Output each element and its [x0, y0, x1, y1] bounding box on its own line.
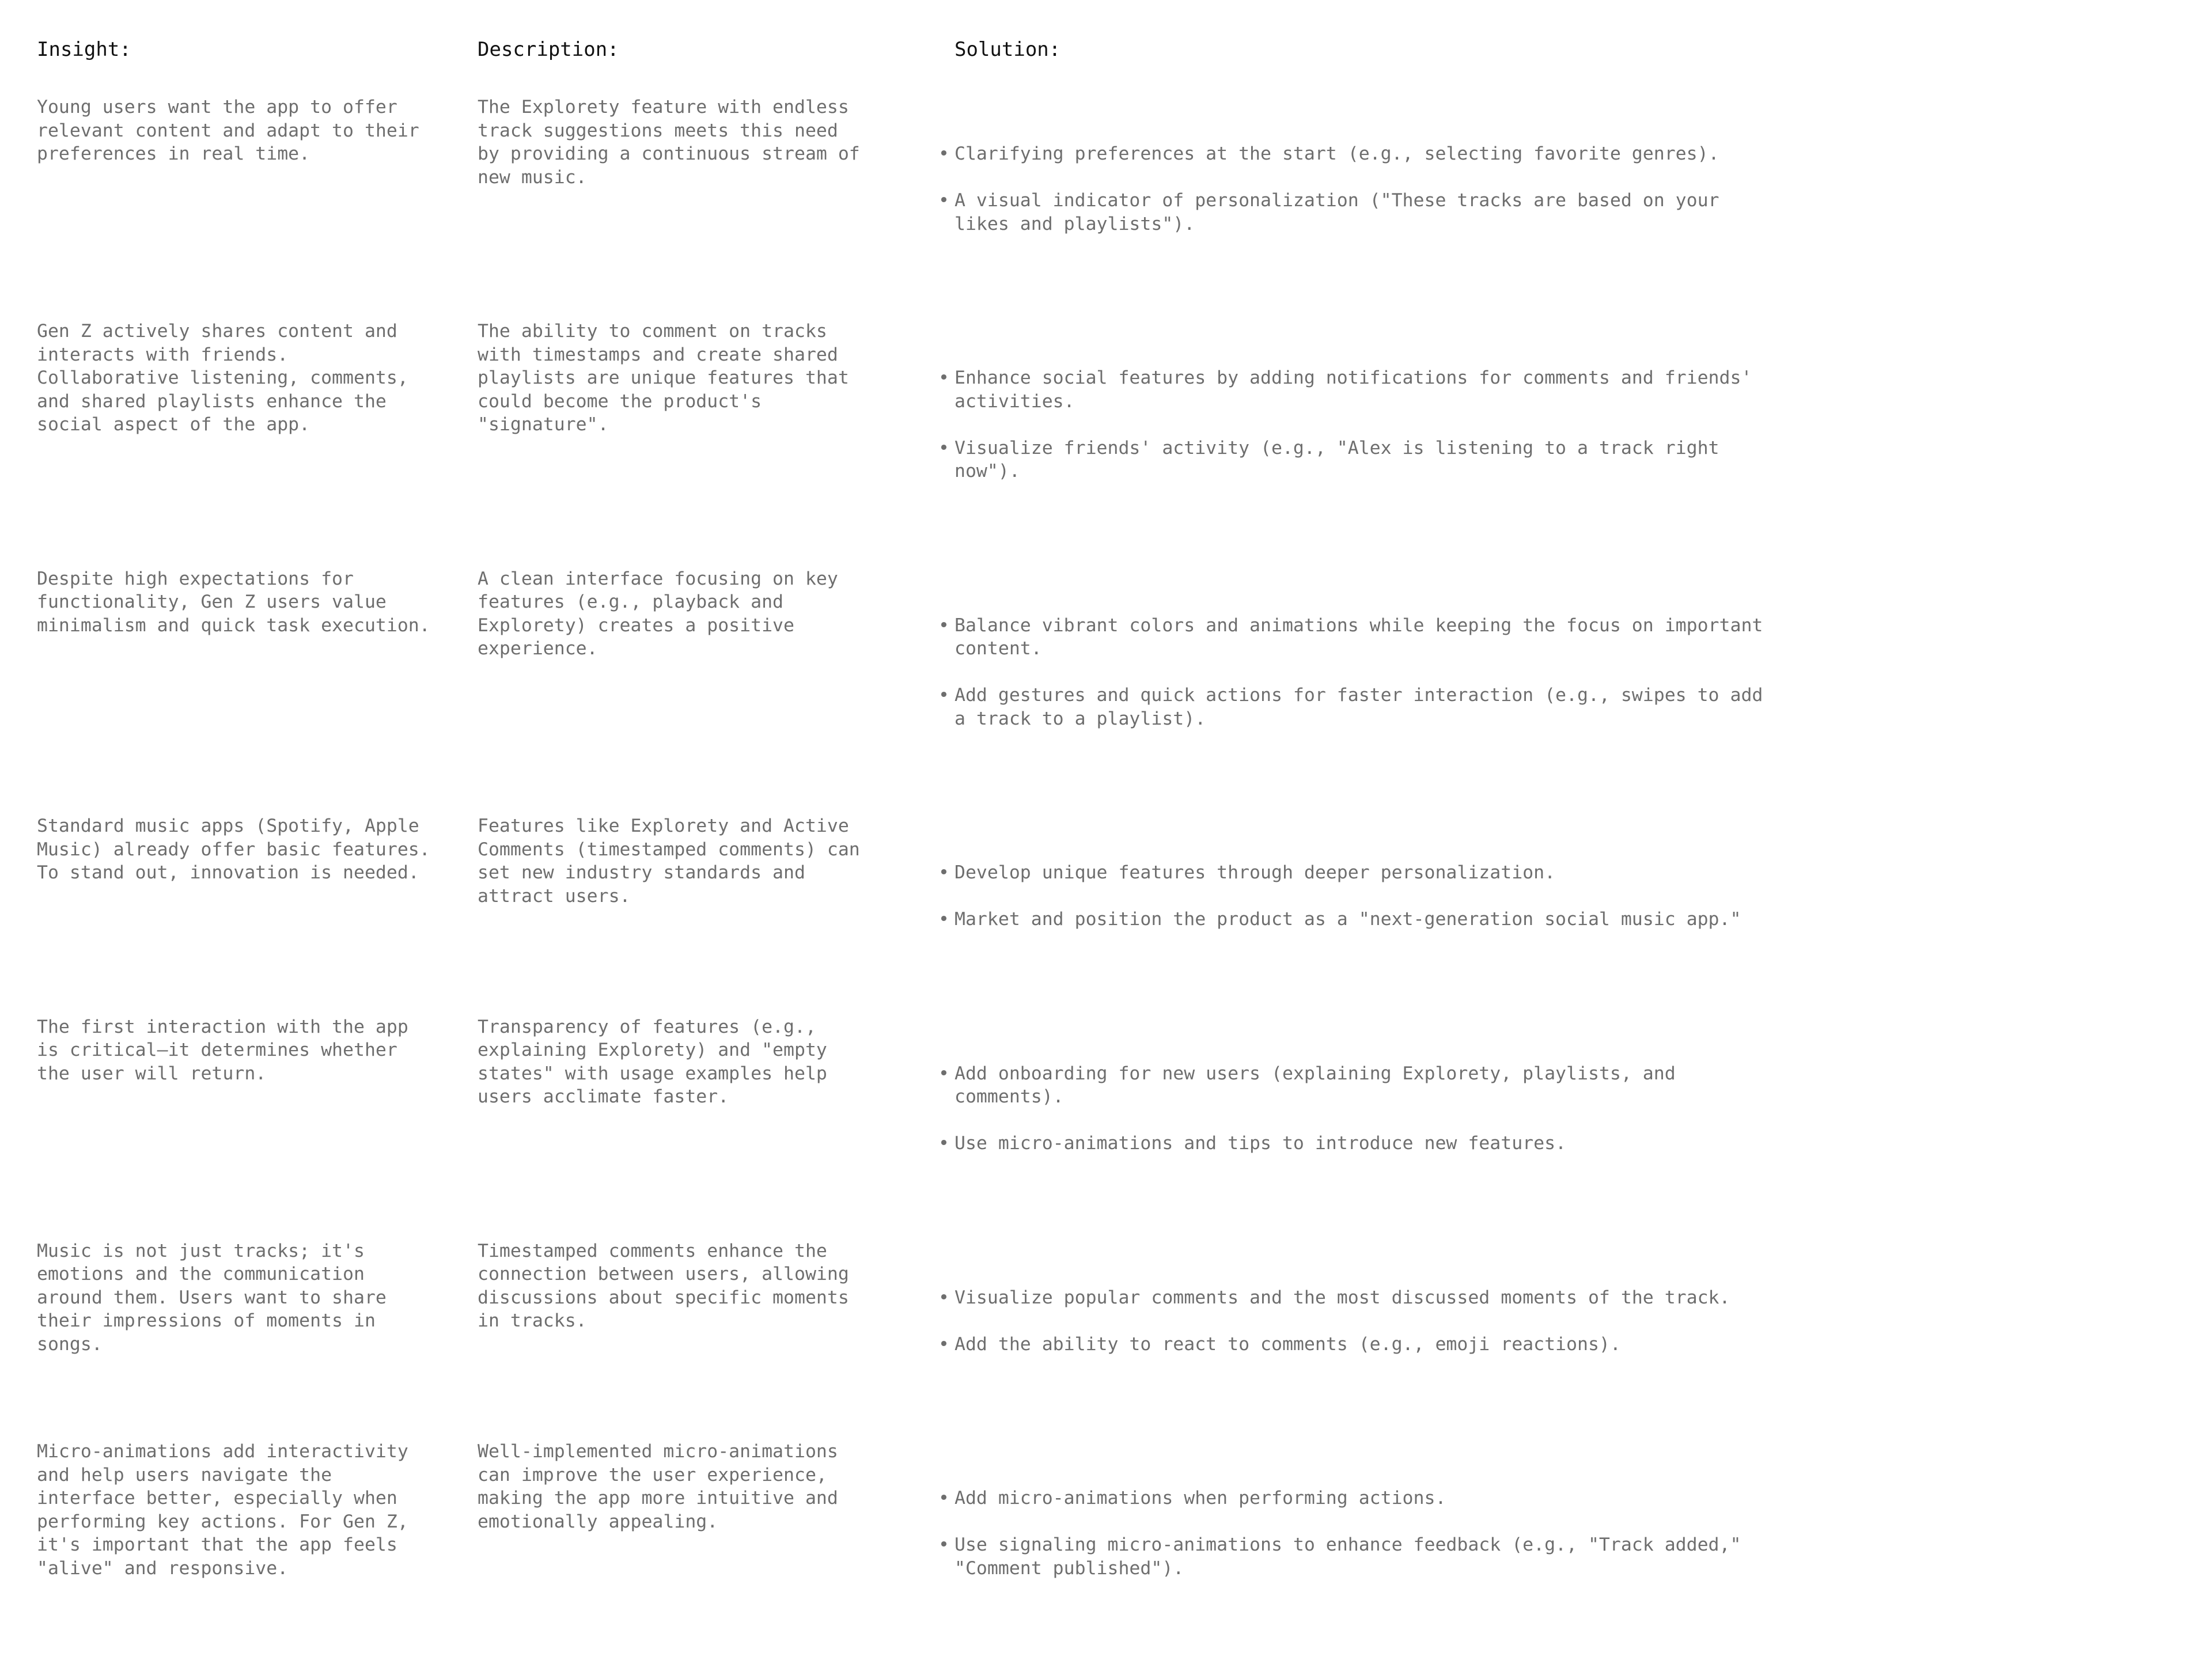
- solution-bullet: • Balance vibrant colors and animations while keeping the focus on important content.: [955, 614, 1790, 661]
- insights-table: [37, 36, 1765, 1664]
- description-cell: Well-implemented micro-animations can improve the user experience, making the app more intuitive and emotionally appealing.: [478, 1441, 838, 1532]
- solution-cell: [955, 814, 1790, 1015]
- solution-list: [955, 838, 1790, 955]
- insight-cell: Young users want the app to offer relevant content and adapt to their preferences in real time.: [37, 97, 419, 164]
- solution-bullet: • A visual indicator of personalization ("These tracks are based on your likes and playlists").: [955, 189, 1790, 236]
- solution-list: [955, 1263, 1790, 1379]
- solution-cell: [955, 320, 1790, 567]
- solution-bullet: • Add onboarding for new users (explaining Explorety, playlists, and comments).: [955, 1062, 1790, 1109]
- insight-cell: Standard music apps (Spotify, Apple Music) already offer basic features. To stand out, innovation is needed.: [37, 816, 430, 883]
- description-cell: The ability to comment on tracks with timestamps and create shared playlists are unique features that could become the product's "signature".: [478, 321, 849, 435]
- insights-grid: [37, 36, 1765, 1664]
- solution-bullet: • Add the ability to react to comments (e.g., emoji reactions).: [955, 1333, 1790, 1356]
- insight-cell: Despite high expectations for functionality, Gen Z users value minimalism and quick task execution.: [37, 568, 430, 636]
- description-cell: Timestamped comments enhance the connection between users, allowing discussions about specific moments in tracks.: [478, 1240, 849, 1331]
- description-cell: Features like Explorety and Active Comments (timestamped comments) can set new industry standards and attract users.: [478, 816, 860, 907]
- solution-bullet: • Market and position the product as a "next-generation social music app.": [955, 908, 1790, 931]
- description-cell: A clean interface focusing on key features (e.g., playback and Explorety) creates a positive experience.: [478, 568, 838, 659]
- solution-list: [955, 119, 1790, 259]
- insight-column-header: Insight:: [37, 38, 131, 61]
- solution-list: [955, 1038, 1790, 1178]
- description-cell: The Explorety feature with endless track suggestions meets this need by providing a continuous stream of new music.: [478, 97, 860, 188]
- description-cell: Transparency of features (e.g., explaining Explorety) and "empty states" with usage examples help users acclimate faster.: [478, 1016, 827, 1107]
- solution-bullet: • Visualize popular comments and the most discussed moments of the track.: [955, 1286, 1790, 1310]
- solution-cell: [955, 96, 1790, 320]
- solution-bullet: • Use micro-animations and tips to introduce new features.: [955, 1132, 1790, 1155]
- solution-bullet: • Add gestures and quick actions for faster interaction (e.g., swipes to add a track to a playlist).: [955, 684, 1790, 730]
- solution-column-header: Solution:: [955, 38, 1061, 61]
- insight-cell: The first interaction with the app is critical—it determines whether the user will return.: [37, 1016, 408, 1084]
- insight-cell: Gen Z actively shares content and interacts with friends. Collaborative listening, comments, and shared playlists enhance the social aspect of the app.: [37, 321, 408, 435]
- solution-bullet: • Develop unique features through deeper personalization.: [955, 861, 1790, 885]
- solution-bullet: • Clarifying preferences at the start (e.g., selecting favorite genres).: [955, 142, 1790, 166]
- description-column-header: Description:: [478, 38, 619, 61]
- solution-cell: [955, 567, 1790, 815]
- solution-cell: [955, 1240, 1790, 1441]
- solution-list: [955, 343, 1790, 507]
- solution-bullet: • Add micro-animations when performing actions.: [955, 1487, 1790, 1510]
- insight-cell: Music is not just tracks; it's emotions and the communication around them. Users want to share their impressions of moments in songs.: [37, 1240, 387, 1355]
- solution-bullet: • Visualize friends' activity (e.g., "Alex is listening to a track right now").: [955, 437, 1790, 483]
- solution-cell: [955, 1015, 1790, 1240]
- solution-bullet: • Use signaling micro-animations to enhance feedback (e.g., "Track added," "Comment published").: [955, 1533, 1790, 1580]
- solution-cell: [955, 1440, 1790, 1664]
- solution-bullet: • Enhance social features by adding notifications for comments and friends' activities.: [955, 366, 1790, 413]
- insight-cell: Micro-animations add interactivity and help users navigate the interface better, especially when performing key actions. For Gen Z, it's important that the app feels "alive" and responsive.: [37, 1441, 408, 1579]
- solution-list: [955, 590, 1790, 754]
- solution-list: [955, 1464, 1790, 1604]
